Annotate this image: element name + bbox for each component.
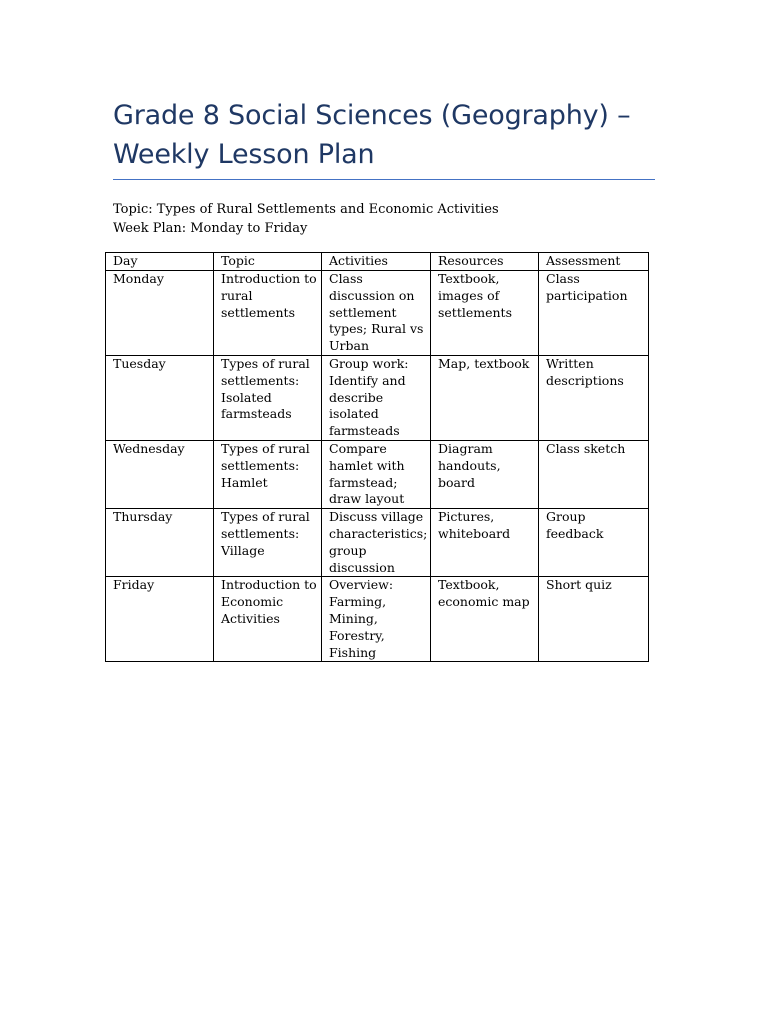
- cell-topic: Types of rural settlements: Hamlet: [214, 440, 322, 508]
- cell-topic: Types of rural settlements: Isolated farmsteads: [214, 355, 322, 440]
- header-resources: Resources: [431, 253, 539, 271]
- cell-resources: Pictures, whiteboard: [431, 509, 539, 577]
- cell-topic: Types of rural settlements: Village: [214, 509, 322, 577]
- cell-day: Wednesday: [106, 440, 214, 508]
- cell-topic: Introduction to Economic Activities: [214, 577, 322, 662]
- cell-day: Friday: [106, 577, 214, 662]
- cell-day: Thursday: [106, 509, 214, 577]
- lesson-plan-table: [105, 252, 649, 662]
- cell-day: Monday: [106, 271, 214, 356]
- cell-topic: Introduction to rural settlements: [214, 271, 322, 356]
- cell-assessment: Short quiz: [539, 577, 649, 662]
- header-activities: Activities: [322, 253, 431, 271]
- cell-assessment: Written descriptions: [539, 355, 649, 440]
- cell-resources: Diagram handouts, board: [431, 440, 539, 508]
- cell-activities: Compare hamlet with farmstead; draw layout: [322, 440, 431, 508]
- cell-resources: Textbook, images of settlements: [431, 271, 539, 356]
- header-day: Day: [106, 253, 214, 271]
- cell-resources: Textbook, economic map: [431, 577, 539, 662]
- header-topic: Topic: [214, 253, 322, 271]
- table-row: [106, 509, 649, 577]
- cell-activities: Group work: Identify and describe isolated farmsteads: [322, 355, 431, 440]
- document-title: Grade 8 Social Sciences (Geography) – Weekly Lesson Plan: [113, 100, 631, 170]
- table-row: [106, 355, 649, 440]
- cell-assessment: Class sketch: [539, 440, 649, 508]
- table-row: [106, 440, 649, 508]
- cell-activities: Overview: Farming, Mining, Forestry, Fishing: [322, 577, 431, 662]
- title-underline: [113, 179, 655, 180]
- cell-activities: Discuss village characteristics; group discussion: [322, 509, 431, 577]
- table-row: [106, 271, 649, 356]
- cell-assessment: Class participation: [539, 271, 649, 356]
- cell-day: Tuesday: [106, 355, 214, 440]
- header-assessment: Assessment: [539, 253, 649, 271]
- cell-resources: Map, textbook: [431, 355, 539, 440]
- topic-line: Topic: Types of Rural Settlements and Economic Activities: [113, 202, 499, 217]
- cell-activities: Class discussion on settlement types; Rural vs Urban: [322, 271, 431, 356]
- table-header-row: [106, 253, 649, 271]
- week-plan-line: Week Plan: Monday to Friday: [113, 221, 308, 236]
- cell-assessment: Group feedback: [539, 509, 649, 577]
- table-row: [106, 577, 649, 662]
